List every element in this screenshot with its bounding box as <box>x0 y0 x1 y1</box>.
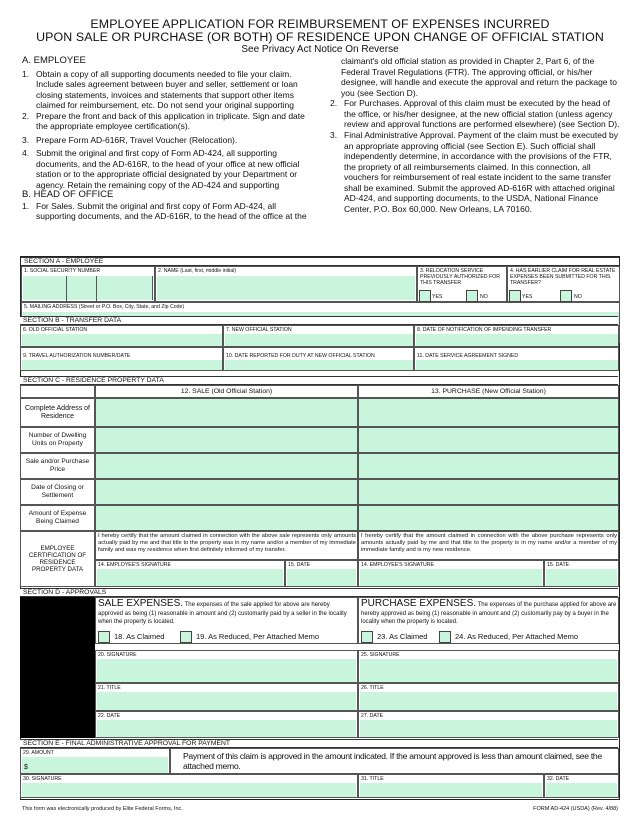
dollar-sign: $ <box>24 764 28 771</box>
section-d-title: SECTION D - APPROVALS <box>20 588 618 597</box>
purchase-as-reduced-checkbox[interactable] <box>439 631 451 643</box>
row-label-address: Complete Address of Residence <box>20 398 95 427</box>
purchase-expenses-heading: PURCHASE EXPENSES. <box>361 598 477 609</box>
relocation-no-checkbox[interactable] <box>466 290 478 302</box>
instr-b3: Final Administrative Approval. Payment of the claim must be executed by an appropriate approving official (see Section E). Such official shall independently determine, in accordance with the provisions of the FTR, the propriety of all reimbursements claimed. In this connection, all vouchers for reimbursement of real estate incident to the same transfer shall be examined. Submit the approved AD-616R with attached original AD-424, and supporting documents, to the USDA, National Finance Center, P.O. Box 60,000. New Orleans, LA 70160. <box>344 130 619 214</box>
sale-closing-date-field[interactable] <box>95 479 358 505</box>
section-b-instr-heading: B. HEAD OF OFFICE <box>22 189 114 200</box>
page-title-line2: UPON SALE OR PURCHASE (OR BOTH) OF RESIDENCE UPON CHANGE OF OFFICIAL STATION <box>36 30 604 44</box>
service-agreement-date-field[interactable]: 11. DATE SERVICE AGREEMENT SIGNED <box>414 347 619 371</box>
earlier-claim-yes-checkbox[interactable] <box>509 290 521 302</box>
sale-expenses-text: The expenses of the sale applied for above are hereby approved as being (1) reasonable in amount and (2) customarily paid by a seller in the locality when the property is located. <box>98 602 347 625</box>
final-title-field[interactable]: 31. TITLE <box>358 774 544 798</box>
blacked-out-area <box>20 597 95 738</box>
section-b-title: SECTION B - TRANSFER DATA <box>20 316 618 325</box>
sale-employee-signature-field[interactable]: 14. EMPLOYEE'S SIGNATURE <box>95 560 285 587</box>
purchase-expenses-text: The expenses of the purchase applied for above are hereby approved as being (1) reasonable in amount and (2) customarily pay by a buyer in the locality when the property is located. <box>361 602 617 625</box>
relocation-yes-checkbox[interactable] <box>419 290 431 302</box>
form-lower <box>20 316 620 800</box>
section-a-title: SECTION A - EMPLOYEE <box>21 257 619 266</box>
row-label-expense-amount: Amount of Expense Being Claimed <box>20 505 95 531</box>
certification-label: EMPLOYEE CERTIFICATION OF RESIDENCE PROPERTY DATA <box>20 531 95 587</box>
sale-certification-text: I hereby certify that the amount claimed in connection with the above sale represents only amounts actually paid by me and that title to the property was in my name and/or a member of my immediate family and was my residence when first definitely informed of my transfer. <box>98 533 356 553</box>
purchase-approver-signature-field[interactable]: 25. SIGNATURE <box>358 650 619 683</box>
earlier-claim-no-checkbox[interactable] <box>560 290 572 302</box>
new-station-field[interactable]: 7. NEW OFFICIAL STATION <box>223 325 414 347</box>
purchase-employee-signature-field[interactable]: 14. EMPLOYEE'S SIGNATURE <box>358 560 544 587</box>
instr-b2: For Purchases. Approval of this claim must be executed by the head of the office, or his/her designee, at the new official station (unless agency review and approval functions are performed elsewhere) (see Section D). <box>344 98 620 129</box>
purchase-as-reduced-label: 24. As Reduced, Per Attached Memo <box>455 632 578 641</box>
instr-a3: Prepare Form AD-616R, Travel Voucher (Relocation). <box>36 134 238 145</box>
relocation-service-field: 3. RELOCATION SERVICE PREVIOUSLY AUTHORIZED FOR THIS TRANSFER YES NO <box>417 266 507 302</box>
row-label-price: Sale and/or Purchase Price <box>20 453 95 479</box>
purchase-address-field[interactable] <box>358 398 619 427</box>
page-title-line1: EMPLOYEE APPLICATION FOR REIMBURSEMENT OF EXPENSES INCURRED <box>90 17 550 31</box>
sale-as-reduced-checkbox[interactable] <box>180 631 192 643</box>
purchase-as-claimed-checkbox[interactable] <box>361 631 373 643</box>
instr-a2: Prepare the front and back of this application in triplicate. Sign and date the appropriate employee certification(s). <box>36 110 305 131</box>
instructions-left: A. EMPLOYEE 1. Obtain a copy of all supporting documents needed to file your claim. Include sales agreement between buyer and seller, settlement or loan closing statements, invoices and statements that support other items claimed for reimbursement, etc. Do not send your original supporting 2. Prepare the front and back of this application in triplicate. Sign and date the appropriate employee certification(s). 3. Prepare Form AD-616R, Travel Voucher (Relocation). 4. Submit the original and first copy of Form AD-424, all supporting documents, and the AD-616R, to the head of your office at new official station or to the appropriate official designated by your Department or agency. Retain the remaining copy of the AD-424 and supporting B. HEAD OF OFFICE 1. For Sales. Submit the original and first copy of Form AD-424, all supporting documents, and the AD-616R, to the head of the office at the <box>22 56 314 222</box>
sale-address-field[interactable] <box>95 398 358 427</box>
purchase-expense-field[interactable] <box>358 505 619 531</box>
purchase-dwelling-units-field[interactable] <box>358 427 619 453</box>
approved-amount-field[interactable]: 29. AMOUNT $ <box>20 748 170 774</box>
travel-authorization-field[interactable]: 9. TRAVEL AUTHORIZATION NUMBER/DATE <box>20 347 223 371</box>
sale-approver-title-field[interactable]: 21. TITLE <box>95 683 358 711</box>
sale-approval-date-field[interactable]: 22. DATE <box>95 711 358 738</box>
purchase-approver-title-field[interactable]: 26. TITLE <box>358 683 619 711</box>
row-label-dwelling-units: Number of Dwelling Units on Property <box>20 427 95 453</box>
mailing-address-field[interactable]: 5. MAILING ADDRESS (Street or P.O. Box, City, State, and Zip Code) <box>21 302 620 343</box>
purchase-date-field[interactable]: 15. DATE <box>544 560 619 587</box>
ssn-field[interactable]: 1. SOCIAL SECURITY NUMBER <box>21 266 155 302</box>
instr-a1: Obtain a copy of all supporting documents needed to file your claim. Include sales agreement between buyer and seller, settlement or loan closing statements, invoices and statements that support other items claimed for reimbursement, etc. Do not send your original supporting <box>36 68 298 110</box>
earlier-claim-field: 4. HAS EARLIER CLAIM FOR REAL ESTATE EXPENSES BEEN SUBMITTED FOR THIS TRANSFER? YES NO <box>507 266 620 302</box>
sale-price-field[interactable] <box>95 453 358 479</box>
instr-b1: For Sales. Submit the original and first copy of Form AD-424, all supporting documents, and the AD-616R, to the head of the office at the <box>36 200 307 221</box>
name-field[interactable]: 2. NAME (Last, first, middle initial) <box>155 266 417 302</box>
sale-as-claimed-checkbox[interactable] <box>98 631 110 643</box>
date-reported-field[interactable]: 10. DATE REPORTED FOR DUTY AT NEW OFFICIAL STATION <box>223 347 414 371</box>
final-date-field[interactable]: 32. DATE <box>544 774 619 798</box>
instr-a4: Submit the original and first copy of Form AD-424, all supporting documents, and the AD-616R, to the head of your office at new official station or to the appropriate official designated by your Department or agency. Retain the remaining copy of the AD-424 and supporting <box>36 148 300 190</box>
privacy-notice: See Privacy Act Notice On Reverse <box>241 44 399 55</box>
section-a-instr-heading: A. EMPLOYEE <box>22 55 86 66</box>
footer-producer: This form was electronically produced by Elite Federal Forms, Inc. <box>22 806 183 812</box>
sale-date-field[interactable]: 15. DATE <box>285 560 358 587</box>
sale-expense-field[interactable] <box>95 505 358 531</box>
sale-column-header: 12. SALE (Old Official Station) <box>95 385 358 398</box>
purchase-closing-date-field[interactable] <box>358 479 619 505</box>
sale-approver-signature-field[interactable]: 20. SIGNATURE <box>95 650 358 683</box>
purchase-certification-text: I hereby certify that the amount claimed in connection with the above purchase represents only amounts actually paid by me and that title to the property is in my name and/or a member of my immediate family and is my new residence. <box>361 533 617 553</box>
section-e-title: SECTION E - FINAL ADMINISTRATIVE APPROVAL FOR PAYMENT <box>20 739 618 748</box>
sale-dwelling-units-field[interactable] <box>95 427 358 453</box>
sale-expenses-heading: SALE EXPENSES. <box>98 598 184 609</box>
instructions-right: claimant's old official station as provided in Chapter 2, Part 6, of the Federal Travel Regulations (FTR). The approving official, or his/her designee, will handle and execute the approval and return the package to you (see Section D). 2. For Purchases. Approval of this claim must be executed by the head of the office, or his/her designee, at the new official station (unless agency review and approval functions are performed elsewhere) (see Section D). 3. Final Administrative Approval. Payment of the claim must be executed by an appropriate approving official (see Section E). Such official shall independently determine, in accordance with the provisions of the FTR, the propriety of all reimbursements claimed. In this connection, all vouchers for reimbursement of real estate incident to the same transfer shall be examined. Submit the approved AD-616R with attached original AD-424, and supporting documents, to the USDA, National Finance Center, P.O. Box 60,000. New Orleans, LA 70160. <box>330 56 620 246</box>
purchase-approval-date-field[interactable]: 27. DATE <box>358 711 619 738</box>
footer-form-number: FORM AD-424 (USDA) (Rev. 4/88) <box>533 806 618 812</box>
sale-as-claimed-label: 18. As Claimed <box>114 632 165 641</box>
final-signature-field[interactable]: 30. SIGNATURE <box>20 774 358 798</box>
sale-as-reduced-label: 19. As Reduced, Per Attached Memo <box>196 632 319 641</box>
section-c-title: SECTION C - RESIDENCE PROPERTY DATA <box>20 376 618 385</box>
old-station-field[interactable]: 6. OLD OFFICIAL STATION <box>20 325 223 347</box>
purchase-price-field[interactable] <box>358 453 619 479</box>
notification-date-field[interactable]: 8. DATE OF NOTIFICATION OF IMPENDING TRANSFER <box>414 325 619 347</box>
final-approval-text: Payment of this claim is approved in the amount indicated. If the amount approved is less than amount claimed, see the attached memo. <box>183 751 602 771</box>
purchase-column-header: 13. PURCHASE (New Official Station) <box>358 385 619 398</box>
row-label-closing-date: Date of Closing or Settlement <box>20 479 95 505</box>
instr-b1-continued: claimant's old official station as provided in Chapter 2, Part 6, of the Federal Travel Regulations (FTR). The approving official, or his/her designee, will handle and execute the approval and return the package to you (see Section D). <box>341 56 617 98</box>
purchase-as-claimed-label: 23. As Claimed <box>377 632 428 641</box>
